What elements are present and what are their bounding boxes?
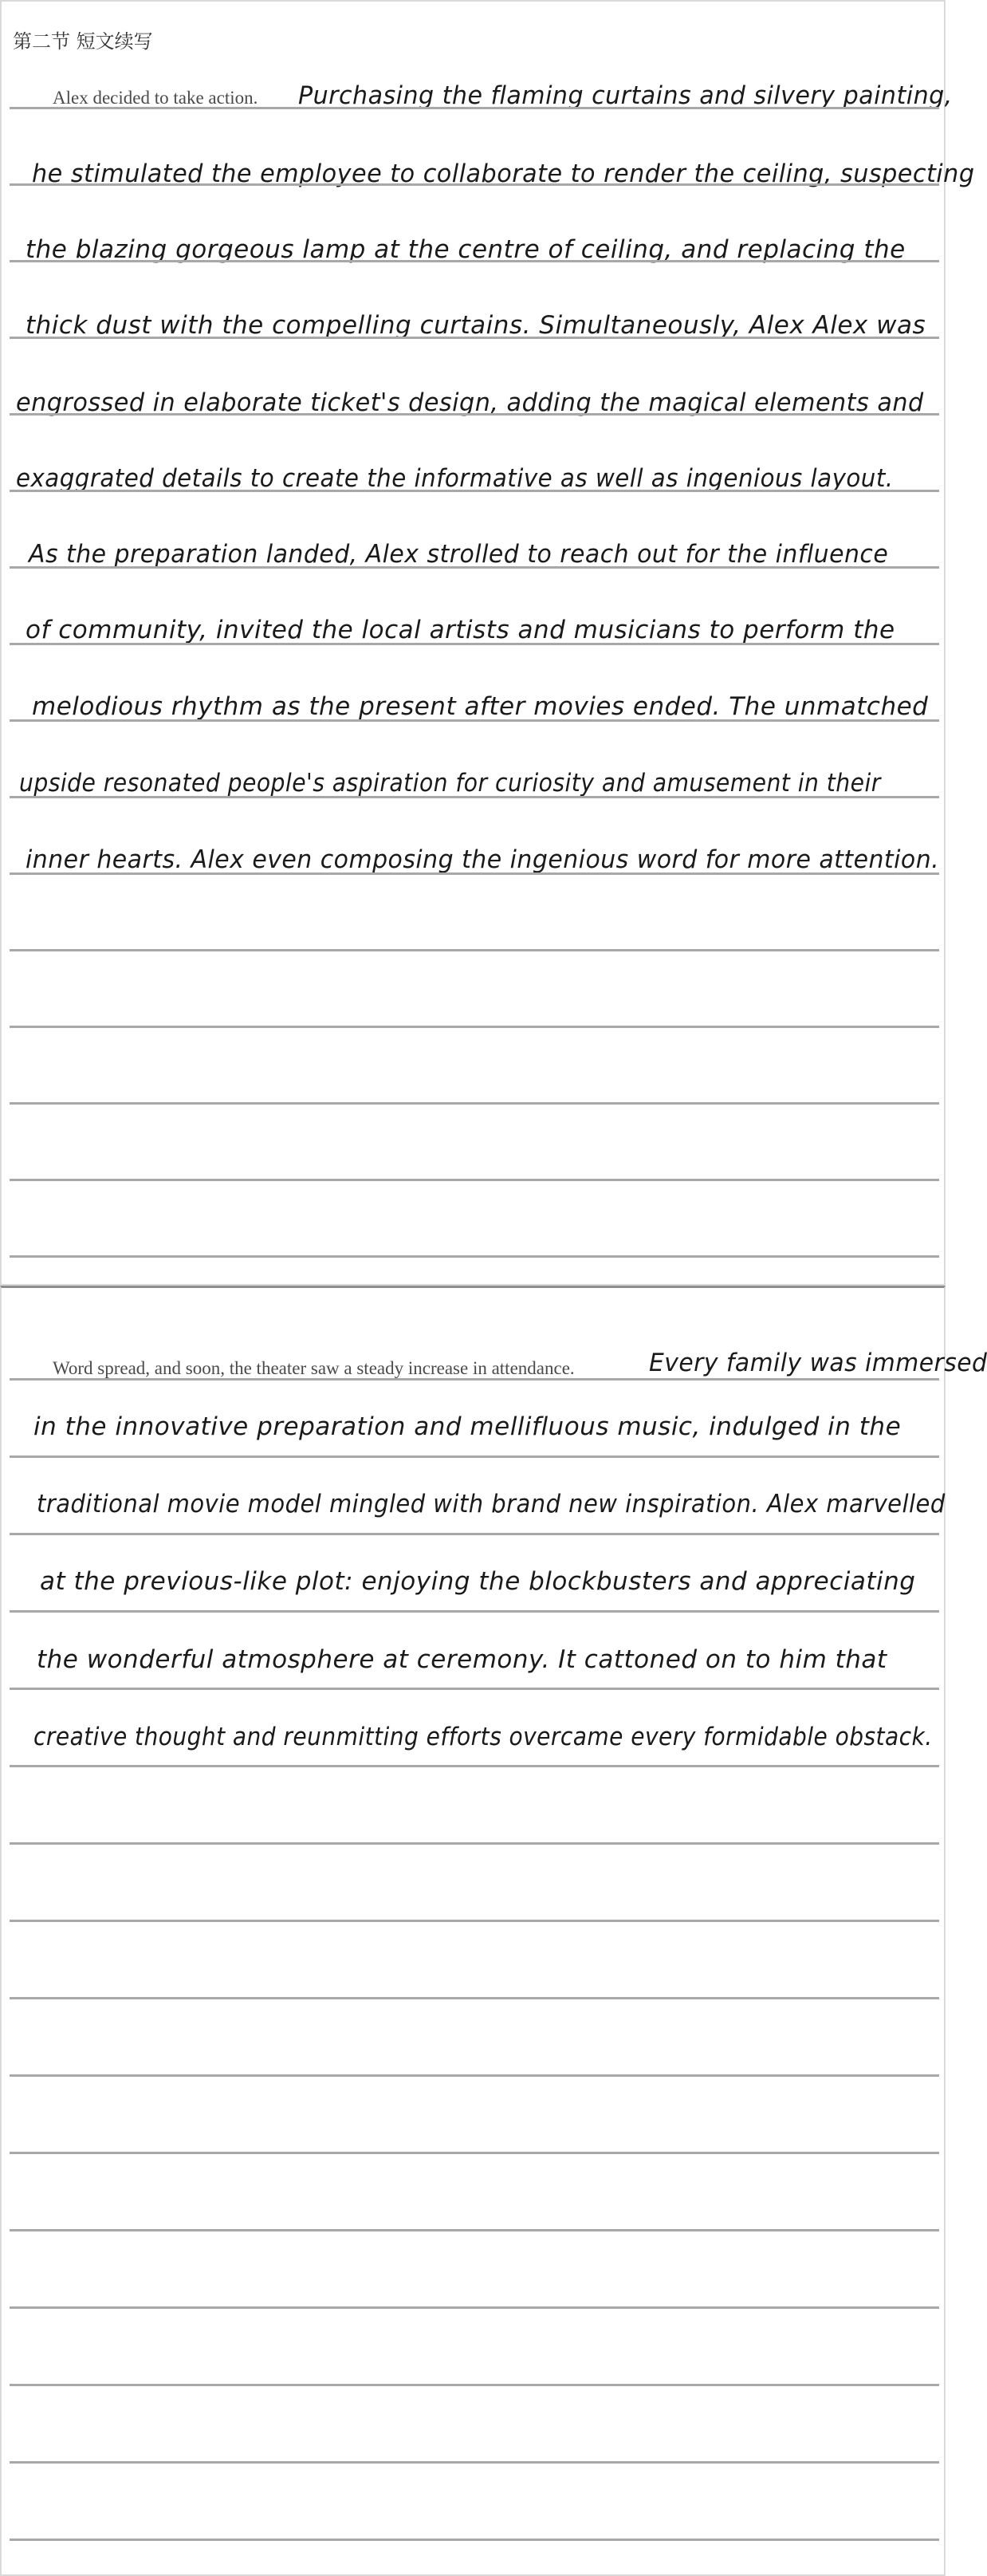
writing-rule bbox=[10, 1842, 939, 1845]
writing-rule bbox=[10, 1920, 939, 1922]
writing-rule bbox=[10, 1255, 939, 1258]
writing-rule bbox=[10, 183, 939, 186]
writing-rule bbox=[10, 1997, 939, 1999]
handwritten-line: Purchasing the flaming curtains and silvery painting, bbox=[298, 81, 953, 110]
handwritten-line: the wonderful atmosphere at ceremony. It cattoned on to him that bbox=[37, 1645, 887, 1674]
paragraph2-prompt: Word spread, and soon, the theater saw a steady increase in attendance. bbox=[53, 1358, 575, 1378]
handwritten-line: creative thought and reunmitting efforts overcame every formidable obstack. bbox=[33, 1723, 933, 1751]
handwritten-line: Every family was immersed bbox=[649, 1349, 987, 1377]
section-title: 第二节 短文续写 bbox=[13, 30, 153, 53]
paragraph1-prompt: Alex decided to take action. bbox=[53, 88, 258, 108]
writing-rule bbox=[10, 337, 939, 339]
handwritten-line: at the previous-like plot: enjoying the blockbusters and appreciating bbox=[40, 1567, 916, 1596]
handwritten-line: upside resonated people's aspiration for curiosity and amusement in their bbox=[19, 769, 881, 798]
writing-rule bbox=[10, 2539, 939, 2541]
writing-rule bbox=[10, 2384, 939, 2386]
handwritten-line: engrossed in elaborate ticket's design, adding the magical elements and bbox=[16, 388, 924, 417]
writing-rule bbox=[10, 2152, 939, 2154]
handwritten-line: the blazing gorgeous lamp at the centre of ceiling, and replacing the bbox=[26, 235, 906, 264]
handwritten-line: he stimulated the employee to collaborate to render the ceiling, suspecting bbox=[32, 160, 975, 188]
handwritten-line: inner hearts. Alex even composing the ingenious word for more attention. bbox=[26, 845, 940, 874]
handwritten-line: melodious rhythm as the present after movies ended. The unmatched bbox=[32, 692, 929, 721]
writing-rule bbox=[10, 2074, 939, 2077]
writing-rule bbox=[10, 566, 939, 569]
writing-rule bbox=[10, 1455, 939, 1458]
handwritten-line: traditional movie model mingled with brand new inspiration. Alex marvelled bbox=[37, 1490, 946, 1518]
writing-rule bbox=[10, 1765, 939, 1767]
writing-rule bbox=[10, 1688, 939, 1690]
writing-rule bbox=[10, 949, 939, 951]
writing-rule bbox=[10, 796, 939, 798]
writing-rule bbox=[10, 260, 939, 262]
writing-rule bbox=[10, 643, 939, 645]
writing-rule bbox=[10, 1026, 939, 1028]
writing-rule bbox=[10, 2306, 939, 2309]
writing-rule bbox=[10, 872, 939, 875]
writing-rule bbox=[10, 2461, 939, 2464]
handwritten-line: thick dust with the compelling curtains. Simultaneously, Alex Alex was bbox=[26, 311, 926, 340]
handwritten-line: As the preparation landed, Alex strolled to reach out for the influence bbox=[29, 540, 889, 569]
writing-rule bbox=[10, 1533, 939, 1535]
writing-rule bbox=[10, 1179, 939, 1181]
writing-rule bbox=[10, 490, 939, 492]
writing-rule bbox=[10, 1378, 939, 1381]
writing-rule bbox=[10, 2229, 939, 2231]
handwritten-line: of community, invited the local artists and musicians to perform the bbox=[26, 616, 895, 644]
writing-rule bbox=[10, 719, 939, 722]
handwritten-line: exaggrated details to create the informative as well as ingenious layout. bbox=[16, 464, 894, 493]
writing-rule bbox=[10, 1102, 939, 1105]
handwritten-line: in the innovative preparation and mellifluous music, indulged in the bbox=[33, 1412, 902, 1441]
writing-rule bbox=[10, 413, 939, 416]
answer-sheet-page-2 bbox=[0, 1286, 987, 2576]
answer-sheet-page-1 bbox=[0, 0, 975, 1286]
writing-rule bbox=[10, 107, 939, 109]
writing-rule bbox=[10, 1610, 939, 1613]
